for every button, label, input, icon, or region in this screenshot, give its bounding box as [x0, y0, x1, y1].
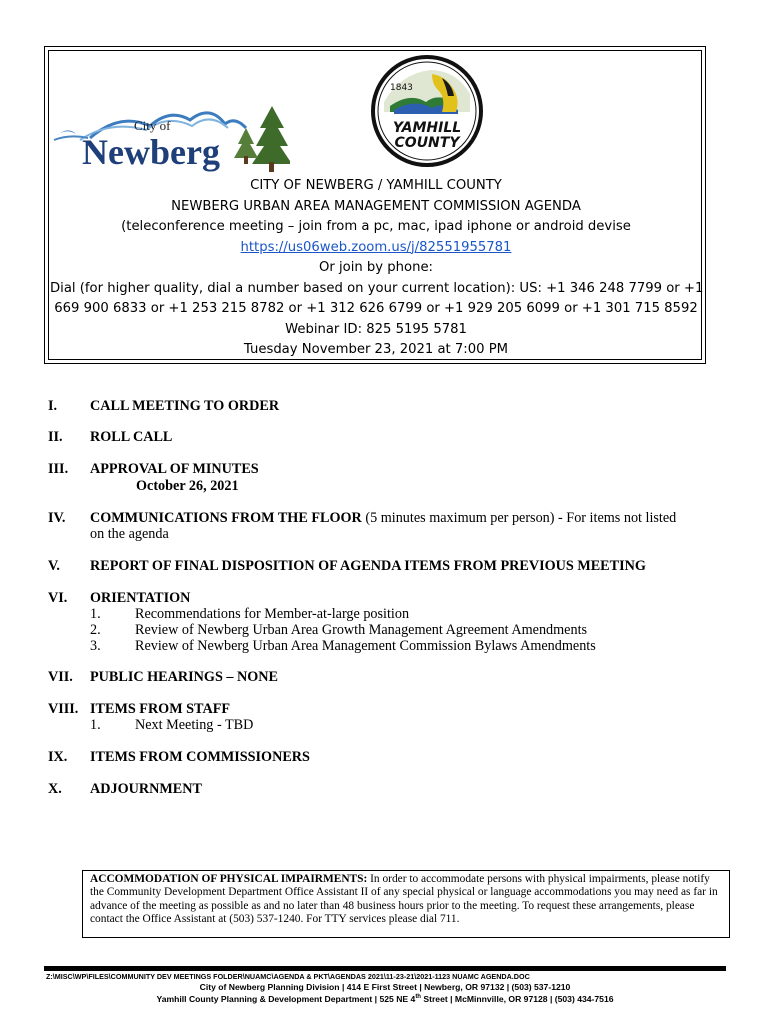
city-of-text: City of — [134, 118, 171, 133]
item-description-cont: on the agenda — [90, 526, 169, 542]
item-title: ADJOURNMENT — [90, 781, 202, 797]
item-number: VI. — [48, 590, 68, 606]
item-title: PUBLIC HEARINGS – NONE — [90, 669, 279, 685]
sub-item-text: Recommendations for Member-at-large position — [135, 606, 410, 622]
sub-item-number: 3. — [90, 638, 101, 654]
header-dial-line2: 669 900 6833 or +1 253 215 8782 or +1 312 626 6799 or +1 929 205 6099 or +1 301 715 8592 — [54, 301, 698, 316]
city-of-newberg-logo — [50, 98, 290, 174]
notice-heading: ACCOMMODATION OF PHYSICAL IMPAIRMENTS: — [90, 873, 368, 885]
sub-item-text: Review of Newberg Urban Area Growth Management Agreement Amendments — [135, 622, 588, 638]
item-title: ROLL CALL — [90, 429, 173, 445]
sub-item-text: Next Meeting - TBD — [135, 717, 254, 733]
item-number: X. — [48, 781, 62, 797]
item-title: APPROVAL OF MINUTES — [90, 461, 259, 477]
header-commission: NEWBERG URBAN AREA MANAGEMENT COMMISSION AGENDA — [171, 198, 581, 214]
item-description: (5 minutes maximum per person) - For items not listed — [361, 510, 677, 526]
footer-yamhill-a: Yamhill County Planning & Development Department | 525 NE 4 — [156, 994, 416, 1004]
zoom-link[interactable]: https://us06web.zoom.us/j/82551955781 — [240, 239, 512, 255]
item-title: ITEMS FROM STAFF — [90, 701, 231, 717]
item-title: CALL MEETING TO ORDER — [90, 398, 280, 414]
notice-body: In order to accommodate persons with physical impairments, please notify the Community Development Department Office Assistant II of any special physical or language accommodations you may need as far in advance of the meeting as possible as and no later than 48 business hours prior to the meeting. To request these arrangements, please contact the Office Assistant at (503) 537-1240. For TTY services please dial 711. — [90, 873, 718, 926]
footer-yamhill-sup: th — [415, 994, 421, 1001]
item-number: IX. — [48, 749, 68, 765]
header-date-time: Tuesday November 23, 2021 at 7:00 PM — [243, 342, 509, 357]
header-teleconference: (teleconference meeting – join from a pc, mac, ipad iphone or android devise — [121, 219, 631, 234]
minutes-date: October 26, 2021 — [136, 478, 239, 494]
newberg-text: Newberg — [82, 132, 220, 172]
item-number: II. — [48, 429, 63, 445]
item-title: REPORT OF FINAL DISPOSITION OF AGENDA ITEMS FROM PREVIOUS MEETING — [90, 558, 646, 574]
footer-yamhill-b: Street | McMinnville, OR 97128 | (503) 434-7516 — [420, 994, 614, 1004]
sub-item-number: 1. — [90, 606, 101, 622]
item-number: VIII. — [48, 701, 79, 717]
header-dial-line1: Dial (for higher quality, dial a number based on your current location): US: +1 346 248 7799 or +1 — [50, 280, 704, 296]
item-number: VII. — [48, 669, 73, 685]
header-cities: CITY OF NEWBERG / YAMHILL COUNTY — [250, 178, 502, 193]
meeting-header — [50, 176, 702, 361]
accommodation-notice — [82, 870, 730, 938]
sub-item-number: 2. — [90, 622, 101, 638]
item-title: COMMUNICATIONS FROM THE FLOOR — [90, 510, 362, 526]
sub-item-text: Review of Newberg Urban Area Management Commission Bylaws Amendments — [135, 638, 596, 654]
footer-yamhill-contact — [44, 994, 726, 1004]
footer-divider-thin — [44, 970, 726, 971]
item-number: V. — [48, 558, 60, 574]
item-number: III. — [48, 461, 69, 477]
sub-item-number: 1. — [90, 717, 101, 733]
seal-yamhill-text: YAMHILL — [392, 120, 462, 136]
item-number: I. — [48, 398, 58, 414]
item-number: IV. — [48, 510, 66, 526]
seal-county-text: COUNTY — [394, 135, 460, 151]
footer-newberg-contact: City of Newberg Planning Division | 414 E First Street | Newberg, OR 97132 | (503) 537-1210 — [199, 982, 571, 992]
header-webinar-id: Webinar ID: 825 5195 5781 — [285, 321, 467, 337]
yamhill-county-seal — [370, 54, 484, 168]
header-phone-intro: Or join by phone: — [318, 260, 434, 275]
file-path: Z:\MISC\WP\FILES\COMMUNITY DEV MEETINGS FOLDER\NUAMC\AGENDA & PKT\AGENDAS 2021\11-23-21\2021-1123 NUAMC AGENDA.DOC — [46, 972, 530, 981]
item-title: ORIENTATION — [90, 590, 191, 606]
item-title: ITEMS FROM COMMISSIONERS — [90, 749, 310, 765]
seal-year: 1843 — [390, 83, 413, 93]
